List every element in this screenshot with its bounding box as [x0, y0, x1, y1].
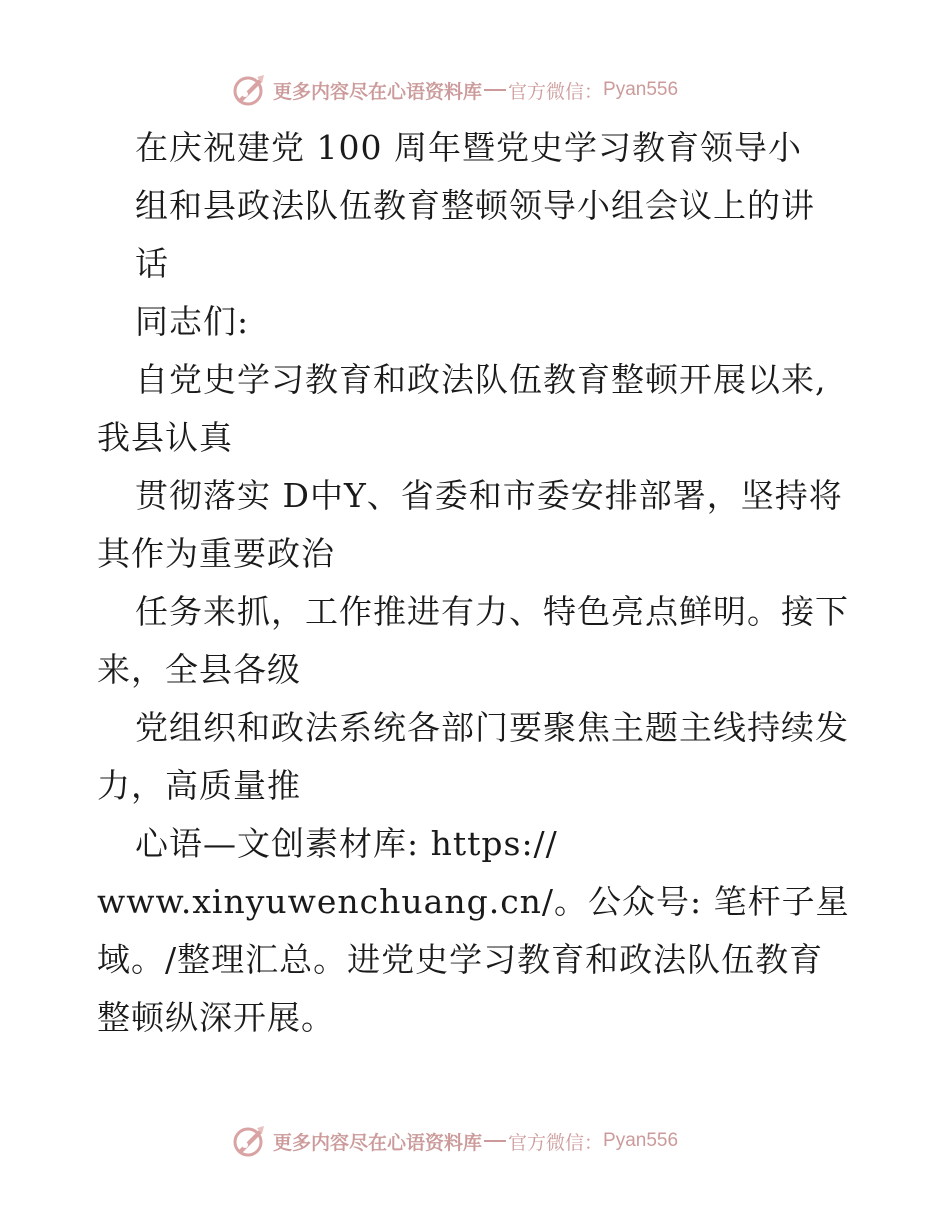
paragraph-line: 其作为重要政治 — [97, 534, 335, 573]
watermark-brand-text: 更多内容尽在心语资料库 — [273, 80, 483, 103]
quill-logo-icon — [233, 1124, 267, 1158]
watermark-official-label: 官方微信： — [508, 1131, 604, 1154]
title-line: 在庆祝建党 100 周年暨党史学习教育领导小 — [135, 128, 802, 167]
paragraph-line: www.xinyuwenchuang.cn/。公众号: 笔杆子星 — [97, 882, 850, 921]
watermark-dash — [484, 89, 506, 91]
paragraph-line: 来，全县各级 — [97, 650, 301, 689]
paragraph-line: 贯彻落实 D中Y、省委和市委安排部署，坚持将 — [135, 476, 843, 515]
paragraph-line: 心语—文创素材库: https:// — [135, 824, 558, 863]
paragraph-line: 党组织和政法系统各部门要聚焦主题主线持续发 — [135, 708, 849, 747]
paragraph-line: 力，高质量推 — [97, 766, 301, 805]
quill-logo-icon — [233, 73, 267, 107]
watermark-official-label: 官方微信： — [508, 80, 604, 103]
watermark-brand-text: 更多内容尽在心语资料库 — [273, 1131, 483, 1154]
footer-watermark — [233, 1124, 678, 1158]
paragraph-line: 任务来抓，工作推进有力、特色亮点鲜明。接下 — [135, 592, 849, 631]
paragraph-line: 自党史学习教育和政法队伍教育整顿开展以来, — [135, 360, 827, 399]
salutation: 同志们: — [135, 302, 250, 341]
title-line: 话 — [135, 244, 169, 283]
title-line: 组和县政法队伍教育整顿领导小组会议上的讲 — [135, 186, 815, 225]
header-watermark — [233, 73, 678, 107]
watermark-wechat-id: Pyan556 — [603, 1130, 679, 1151]
paragraph-line: 我县认真 — [97, 418, 233, 457]
paragraph-line: 域。/整理汇总。进党史学习教育和政法队伍教育 — [97, 940, 824, 979]
watermark-wechat-id: Pyan556 — [603, 79, 679, 100]
watermark-dash — [484, 1140, 506, 1142]
paragraph-line: 整顿纵深开展。 — [97, 998, 335, 1037]
